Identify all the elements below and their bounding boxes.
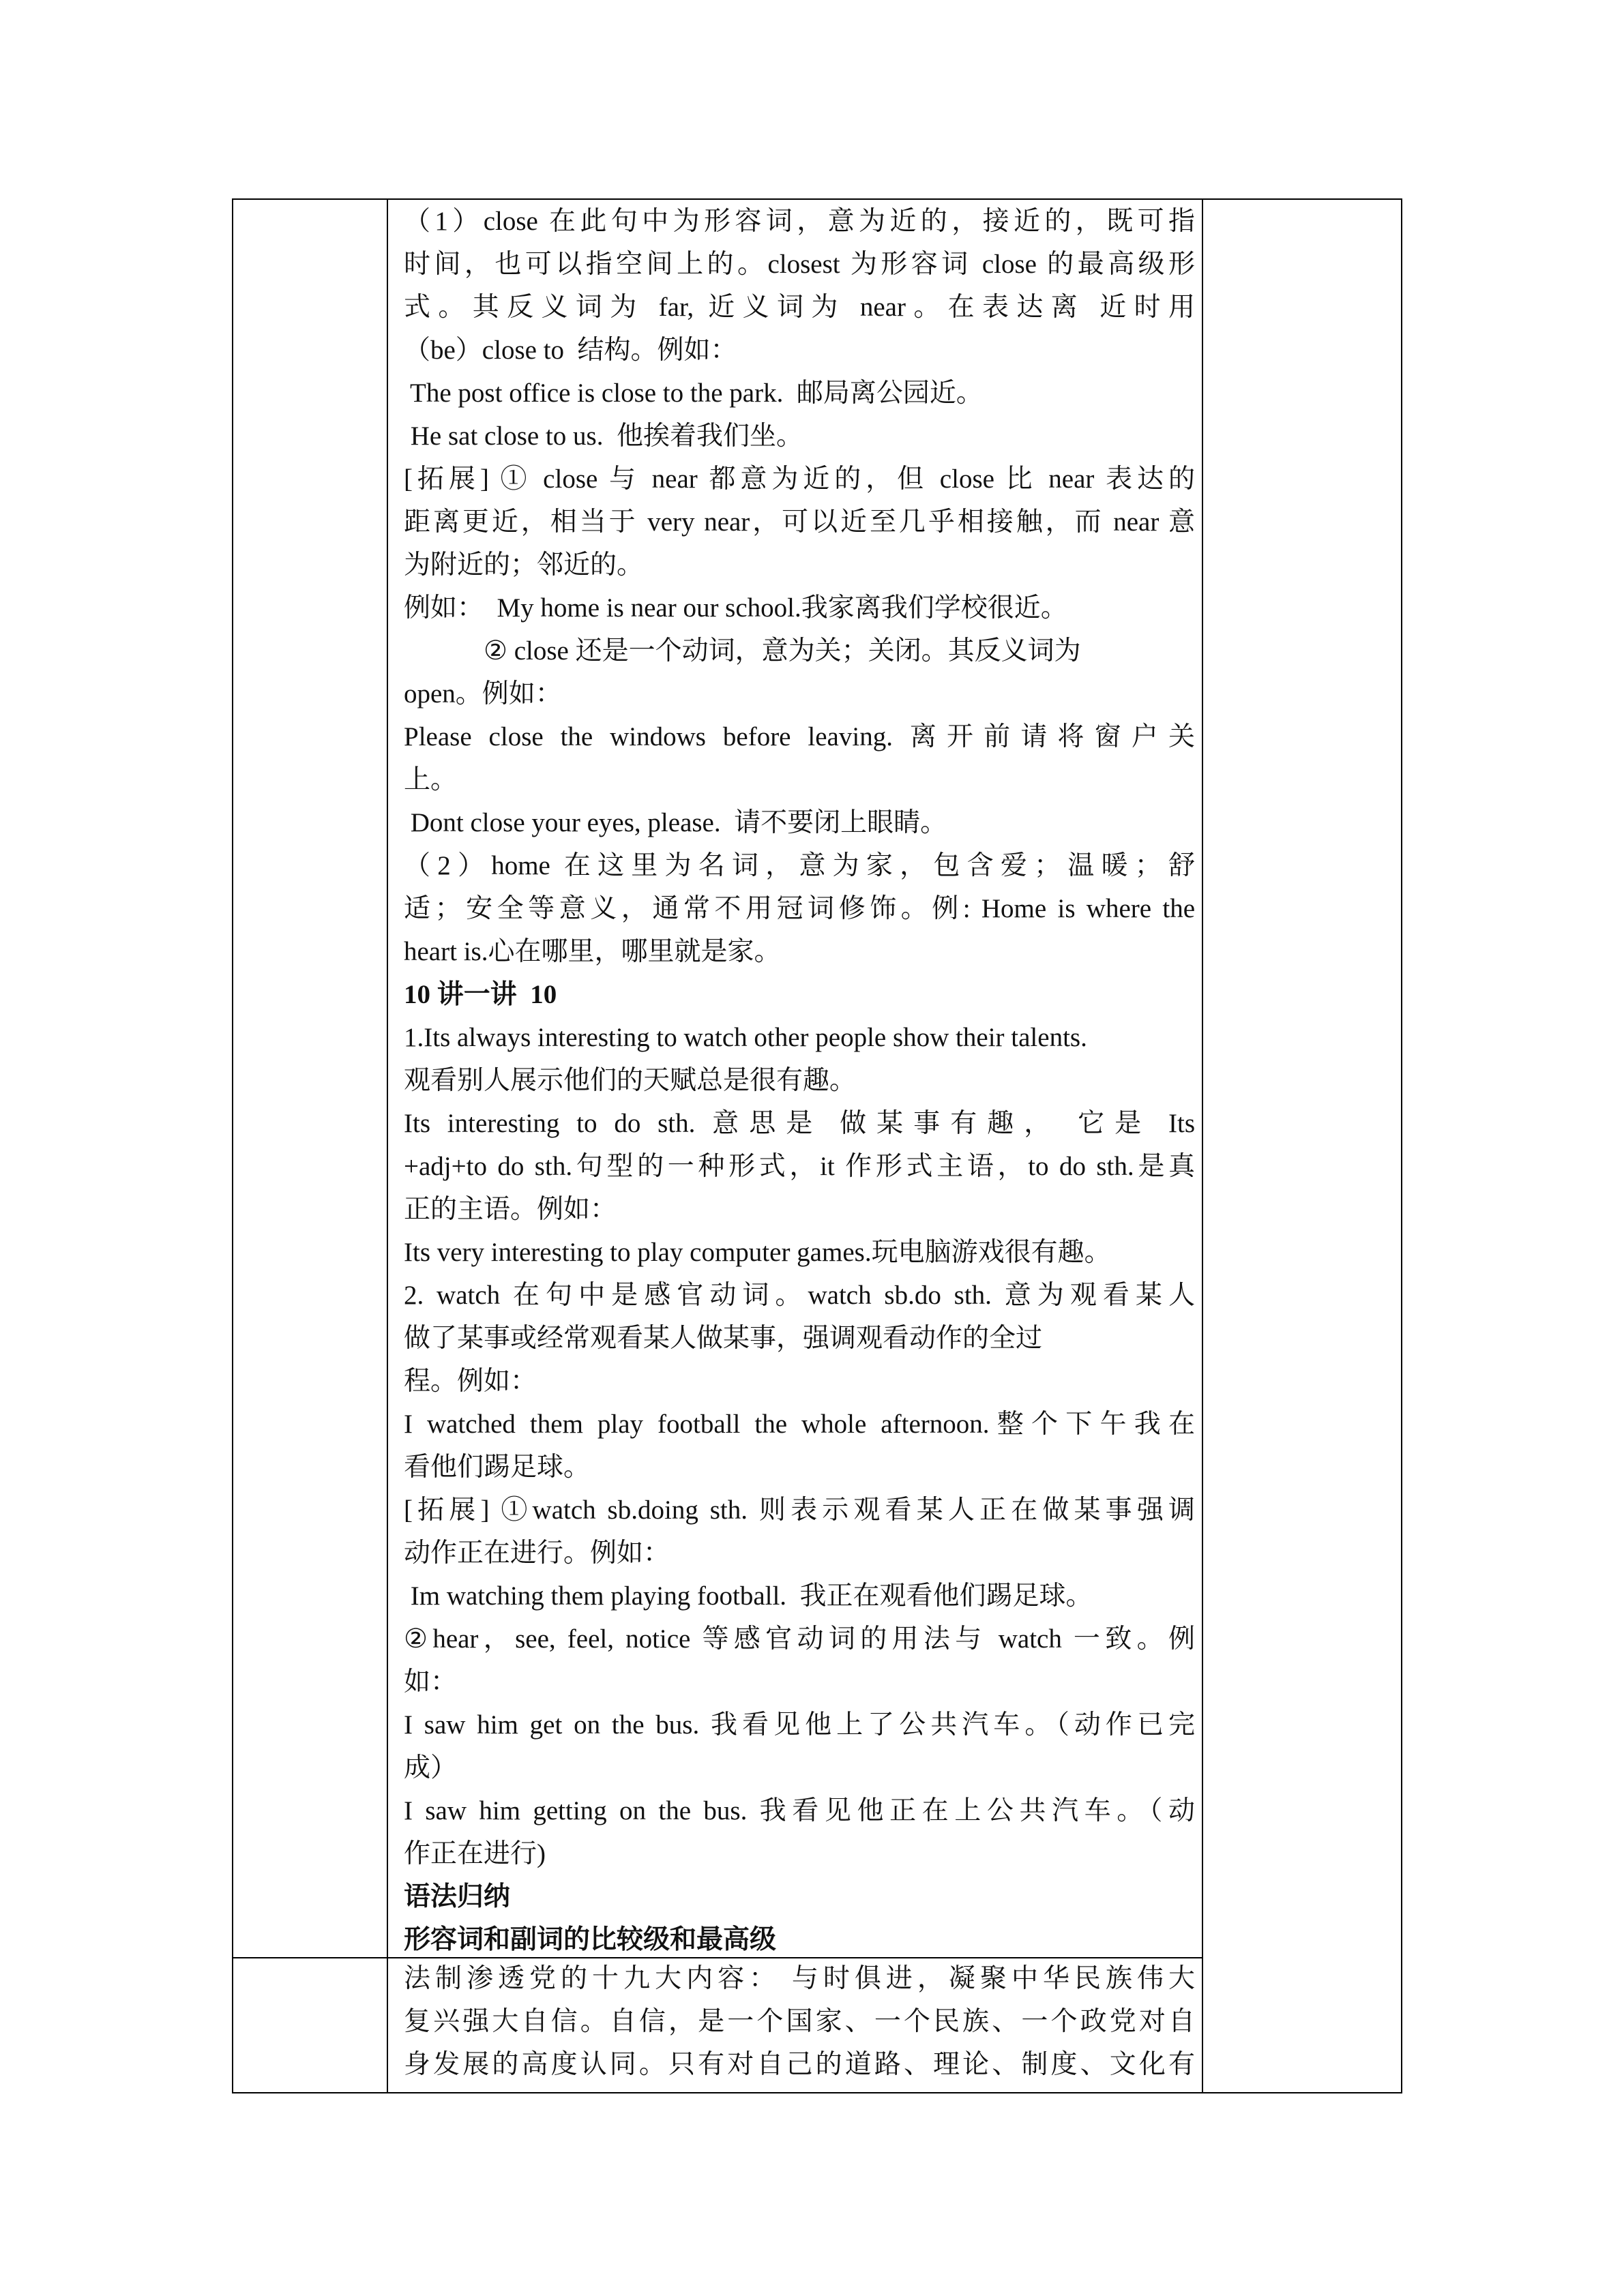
row1-text-line: Please close the windows before leaving. 离开前请将窗户关: [404, 722, 1195, 751]
row1-text-line: [拓展] ①watch sb.doing sth. 则表示观看某人正在做某事强调: [404, 1495, 1195, 1525]
content-cell-lesson-notes: [404, 200, 1195, 1961]
row1-text-line: 看他们踢足球。: [404, 1452, 591, 1482]
row1-text-line: ② close 还是一个动词，意为关；关闭。其反义词为: [404, 636, 1081, 666]
row1-text-line: 语法归纳: [404, 1882, 511, 1911]
column-divider-2: [1202, 200, 1203, 1958]
row2-text-line: 身发展的高度认同。只有对自己的道路、理论、制度、文化有: [404, 2050, 1195, 2079]
row1-text-line: The post office is close to the park. 邮局离公园近。: [404, 378, 983, 408]
row1-text-line: [拓展] ① close 与 near 都意为近的，但 close 比 near 表达的: [404, 464, 1195, 494]
row1-text-line: +adj+to do sth.句型的一种形式，it 作形式主语，to do sth.是真: [404, 1152, 1195, 1181]
row1-text-line: （2）home 在这里为名词，意为家，包含爱；温暖；舒: [404, 851, 1195, 880]
row1-text-line: 成）: [404, 1753, 458, 1783]
row1-text-line: He sat close to us. 他挨着我们坐。: [404, 421, 803, 451]
row1-text-line: I watched them play football the whole afternoon.整个下午我在: [404, 1410, 1195, 1439]
row1-text-line: 为附近的；邻近的。: [404, 550, 644, 580]
row1-text-line: 作正在进行): [404, 1839, 546, 1868]
row1-text-line: 观看别人展示他们的天赋总是很有趣。: [404, 1066, 857, 1095]
row1-text-line: 式。其反义词为 far, 近义词为 near。在表达离 近时用: [404, 293, 1195, 322]
row1-text-line: 形容词和副词的比较级和最高级: [404, 1925, 777, 1954]
row1-text-line: （be）close to 结构。例如：: [404, 336, 737, 365]
row1-text-line: （1）close 在此句中为形容词，意为近的，接近的，既可指: [404, 207, 1195, 236]
row1-text-line: 正的主语。例如：: [404, 1195, 617, 1224]
row1-text-line: 1.Its always interesting to watch other people show their talents.: [404, 1023, 1087, 1052]
row1-text-line: 时间，也可以指空间上的。closest 为形容词 close 的最高级形: [404, 250, 1195, 279]
row1-text-line: I saw him getting on the bus. 我看见他正在上公共汽车。（动: [404, 1796, 1195, 1825]
content-cell-legal-education: [404, 1957, 1195, 2086]
row1-text-line: 动作正在进行。例如：: [404, 1538, 670, 1568]
document-table: [232, 198, 1402, 2093]
row1-text-line: 例如： My home is near our school.我家离我们学校很近。: [404, 593, 1067, 623]
row2-text-line: 复兴强大自信。自信，是一个国家、一个民族、一个政党对自: [404, 2007, 1195, 2036]
row1-text-line: I saw him get on the bus. 我看见他上了公共汽车。（动作已完: [404, 1710, 1195, 1740]
row1-text-line: 距离更近，相当于 very near，可以近至几乎相接触，而 near 意: [404, 507, 1195, 537]
row1-text-line: Its interesting to do sth. 意思是 做某事有趣， 它是 Its: [404, 1109, 1195, 1138]
row1-text-line: Its very interesting to play computer games.玩电脑游戏很有趣。: [404, 1238, 1111, 1267]
row1-text-line: 做了某事或经常观看某人做某事，强调观看动作的全过: [404, 1324, 1043, 1353]
row1-text-line: Dont close your eyes, please. 请不要闭上眼睛。: [404, 808, 947, 837]
row1-text-line: ②hear，see, feel, notice 等感官动词的用法与 watch 一致。例: [404, 1624, 1195, 1654]
row1-text-line: 10 讲一讲 10: [404, 980, 557, 1009]
row1-text-line: Im watching them playing football. 我正在观看他们踢足球。: [404, 1581, 1093, 1611]
row1-text-line: open。例如：: [404, 679, 562, 709]
column-divider-1: [387, 200, 388, 2092]
row1-text-line: 适；安全等意义，通常不用冠词修饰。例: Home is where the: [404, 894, 1195, 923]
column-divider-2-lower: [1202, 1958, 1203, 2092]
row2-text-line: 法制渗透党的十九大内容： 与时俱进，凝聚中华民族伟大: [404, 1964, 1195, 1993]
row1-text-line: 如：: [404, 1667, 458, 1697]
row1-text-line: 2. watch 在句中是感官动词。watch sb.do sth. 意为观看某人: [404, 1281, 1195, 1310]
row1-text-line: 程。例如：: [404, 1367, 537, 1396]
row1-text-line: heart is.心在哪里，哪里就是家。: [404, 937, 781, 966]
row1-text-line: 上。: [404, 765, 458, 794]
